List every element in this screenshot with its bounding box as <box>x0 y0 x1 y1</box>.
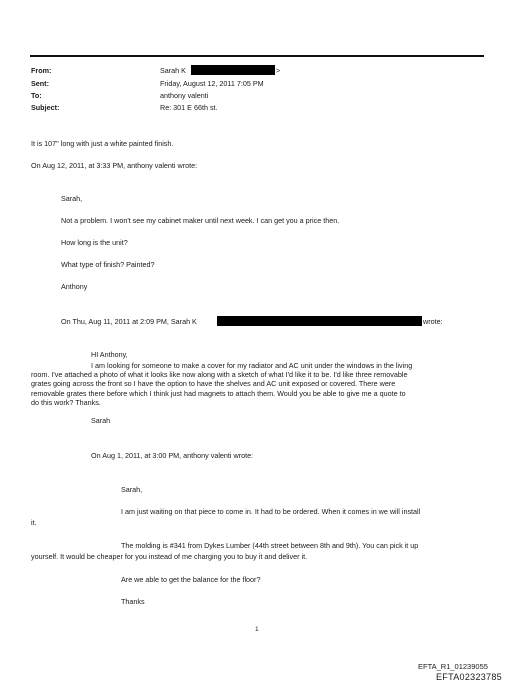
quote-header-2: On Thu, Aug 11, 2011 at 2:09 PM, Sarah K <box>61 317 197 326</box>
bates-number-large: EFTA02323785 <box>436 672 502 682</box>
sent-label: Sent: <box>31 79 49 88</box>
subject-value: Re: 301 E 66th st. <box>160 103 218 112</box>
q2-greeting: HI Anthony, <box>91 350 128 359</box>
q1-line3: What type of finish? Painted? <box>61 260 155 269</box>
from-suffix: > <box>276 66 281 75</box>
q2-paragraph-line: removable grates there before which I think just had magnets to attach them. Would you be able to give me a quote to <box>31 388 406 398</box>
reply-line: It is 107" long with just a white painted finish. <box>31 139 174 148</box>
q2-paragraph-line: room. I've attached a photo of what it looks like now along with a sketch of what I'd like it to be. I'd like three removable <box>31 370 408 380</box>
q2-paragraph-line: do this work? Thanks. <box>31 397 101 407</box>
quote-header-2-wrote: wrote: <box>423 317 443 326</box>
q1-line1: Not a problem. I won't see my cabinet maker until next week. I can get you a price then. <box>61 216 340 225</box>
redaction-bar <box>217 316 422 326</box>
quote-header-3: On Aug 1, 2011, at 3:00 PM, anthony valenti wrote: <box>91 451 254 460</box>
q3-molding-line1: The molding is #341 from Dykes Lumber (44th street between 8th and 9th). You can pick it up <box>121 541 419 550</box>
q3-line1-continued: it. <box>31 518 37 527</box>
page-number: 1 <box>255 626 259 633</box>
sent-value: Friday, August 12, 2011 7:05 PM <box>160 79 264 88</box>
from-label: From: <box>31 66 52 75</box>
header-divider <box>30 55 484 57</box>
to-label: To: <box>31 91 42 100</box>
q2-paragraph-line: grates going across the front so I have the option to have the shelves and AC unit exposed or covered. There were <box>31 379 396 389</box>
q2-signature: Sarah <box>91 416 111 425</box>
q3-balance: Are we able to get the balance for the floor? <box>121 575 261 584</box>
to-value: anthony valenti <box>160 91 209 100</box>
q3-line1: I am just waiting on that piece to come in. It had to be ordered. When it comes in we will install <box>121 507 421 516</box>
bates-number-small: EFTA_R1_01239055 <box>418 662 488 671</box>
from-value: Sarah K <box>160 66 186 75</box>
quote-header-1: On Aug 12, 2011, at 3:33 PM, anthony valenti wrote: <box>31 161 198 170</box>
q3-thanks: Thanks <box>121 597 145 606</box>
q3-greeting: Sarah, <box>121 485 143 494</box>
q1-signature: Anthony <box>61 282 88 291</box>
q3-molding-line2: yourself. It would be cheaper for you instead of me charging you to buy it and deliver it. <box>31 552 308 561</box>
subject-label: Subject: <box>31 103 60 112</box>
redaction-bar <box>191 65 275 75</box>
q2-paragraph-line: I am looking for someone to make a cover for my radiator and AC unit under the windows in the living <box>91 361 413 370</box>
q1-greeting: Sarah, <box>61 194 83 203</box>
q2-paragraph <box>31 361 412 407</box>
q1-line2: How long is the unit? <box>61 238 128 247</box>
